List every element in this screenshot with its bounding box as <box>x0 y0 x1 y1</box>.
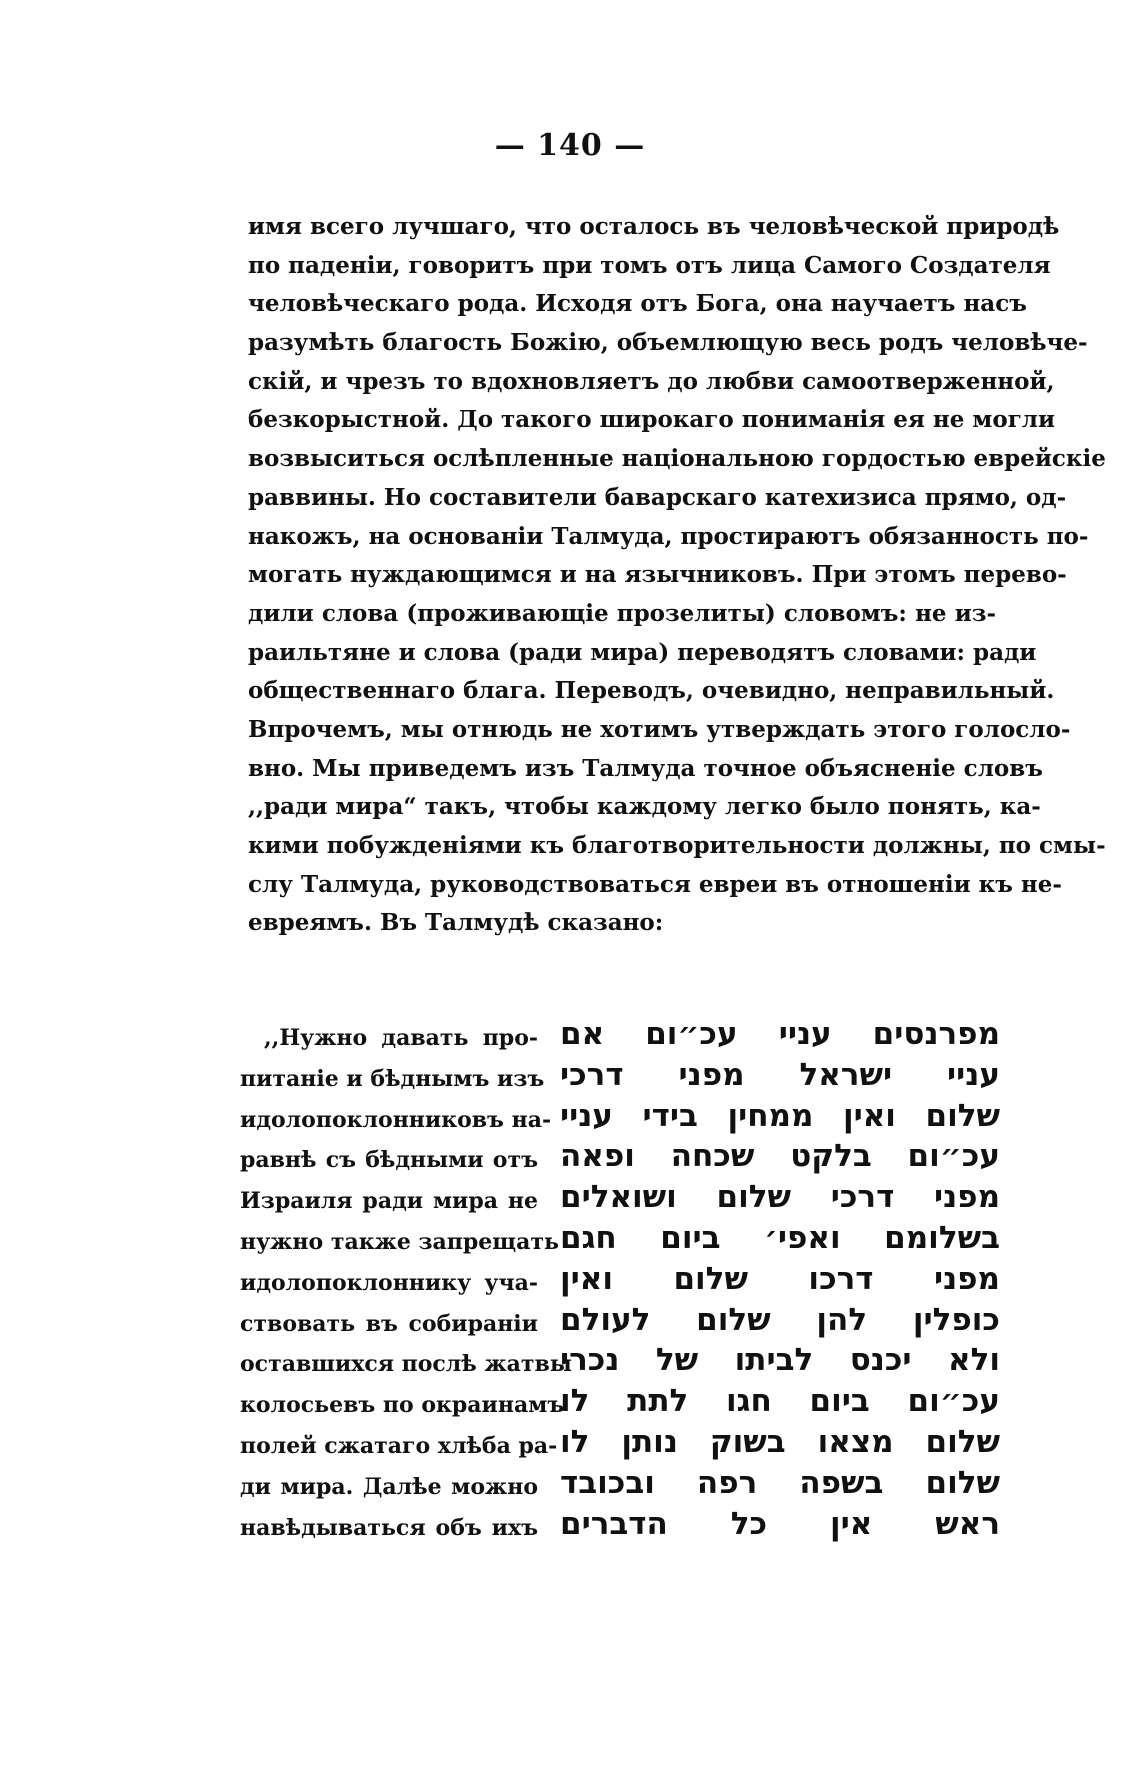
text-line: вно. Мы приведемъ изъ Талмуда точное объясненіе словъ <box>248 754 1043 782</box>
column-line: колосьевъ по окраинамъ <box>240 1392 565 1419</box>
column-line: равнѣ съ бѣдными отъ <box>240 1147 538 1174</box>
text-line: безкорыстной. До такого широкаго пониманія ея не могли <box>248 406 1056 434</box>
main-paragraph <box>248 208 1106 943</box>
column-line: ди мира. Далѣе можно <box>240 1473 538 1500</box>
text-line: евреямъ. Въ Талмудѣ сказано: <box>248 909 664 937</box>
text-line: раильтяне и слова (ради мира) переводятъ словами: ради <box>248 638 1037 666</box>
page-number: — 140 — <box>494 128 646 163</box>
column-line: идолопоклоннику уча- <box>240 1269 538 1296</box>
text-line: имя всего лучшаго, что осталось въ человѣческой природѣ <box>248 213 1060 240</box>
text-line: возвыситься ослѣпленные національною гордостью еврейскіе <box>248 445 1106 473</box>
text-line: слу Талмуда, руководствоваться евреи въ отношеніи къ не- <box>248 870 1062 898</box>
column-line: навѣдываться объ ихъ <box>240 1514 538 1541</box>
column-line: полей сжатаго хлѣба ра- <box>240 1432 558 1459</box>
hebrew-line: עניי ישראל מפני דרכי <box>560 1056 1000 1093</box>
hebrew-line: עכ״ום בלקט שכחה ופאה <box>560 1138 1000 1175</box>
hebrew-line: כופלין להן שלום לעולם <box>560 1301 1000 1338</box>
column-line: нужно также запрещать <box>240 1228 559 1255</box>
text-line: кими побужденіями къ благотворительности должны, по смы- <box>248 832 1106 859</box>
hebrew-line: מפרנסים עניי עכ״ום אם <box>560 1016 1000 1052</box>
column-line: Израиля ради мира не <box>240 1188 538 1215</box>
hebrew-line: שלום בשפה רפה ובכובד <box>560 1464 1000 1501</box>
russian-translation-column <box>240 1018 572 1548</box>
text-line: могать нуждающимся и на язычниковъ. При этомъ перево- <box>248 561 1067 589</box>
text-line: общественнаго блага. Переводъ, очевидно, неправильный. <box>248 677 1055 705</box>
hebrew-line: מפני דרכי שלום ושואלים <box>560 1179 1000 1216</box>
column-line: оставшихся послѣ жатвы <box>240 1351 572 1378</box>
column-line: питаніе и бѣднымъ изъ <box>240 1065 545 1092</box>
hebrew-line: בשלומם ואפי׳ ביום חגם <box>560 1219 1000 1256</box>
text-line: человѣческаго рода. Исходя отъ Бога, она научаетъ насъ <box>248 290 1027 318</box>
column-line: идолопоклонниковъ на- <box>240 1106 552 1133</box>
column-line: ,,Нужно давать про- <box>264 1025 538 1051</box>
text-line: скій, и чрезъ то вдохновляетъ до любви самоотверженной, <box>248 367 1055 395</box>
text-line: дили слова (проживающіе прозелиты) словомъ: не из- <box>248 599 996 627</box>
column-line: ствовать въ собираніи <box>240 1310 538 1337</box>
hebrew-line: שלום ואין ממחין בידי עניי <box>560 1097 1000 1134</box>
hebrew-source-column <box>560 1014 1000 1544</box>
text-line: по паденіи, говоритъ при томъ отъ лица Самого Создателя <box>248 251 1051 279</box>
text-line: ,,ради мира“ такъ, чтобы каждому легко было понять, ка- <box>248 793 1041 821</box>
hebrew-line: ראש אין כל הדברים <box>560 1505 1000 1542</box>
hebrew-line: שלום מצאו בשוק נותן לו <box>560 1423 1000 1460</box>
hebrew-line: ולא יכנס לביתו של נכרי <box>560 1342 1000 1379</box>
hebrew-line: עכ״ום ביום חגו לתת לו <box>560 1383 1000 1420</box>
text-line: раввины. Но составители баварскаго катехизиса прямо, од- <box>248 483 1067 511</box>
hebrew-line: מפני דרכו שלום ואין <box>560 1260 1000 1297</box>
text-line: накожъ, на основаніи Талмуда, простираютъ обязанность по- <box>248 522 1089 550</box>
text-line: разумѣть благость Божію, объемлющую весь родъ человѣче- <box>248 329 1088 357</box>
text-line: Впрочемъ, мы отнюдь не хотимъ утверждать этого голосло- <box>248 715 1071 743</box>
